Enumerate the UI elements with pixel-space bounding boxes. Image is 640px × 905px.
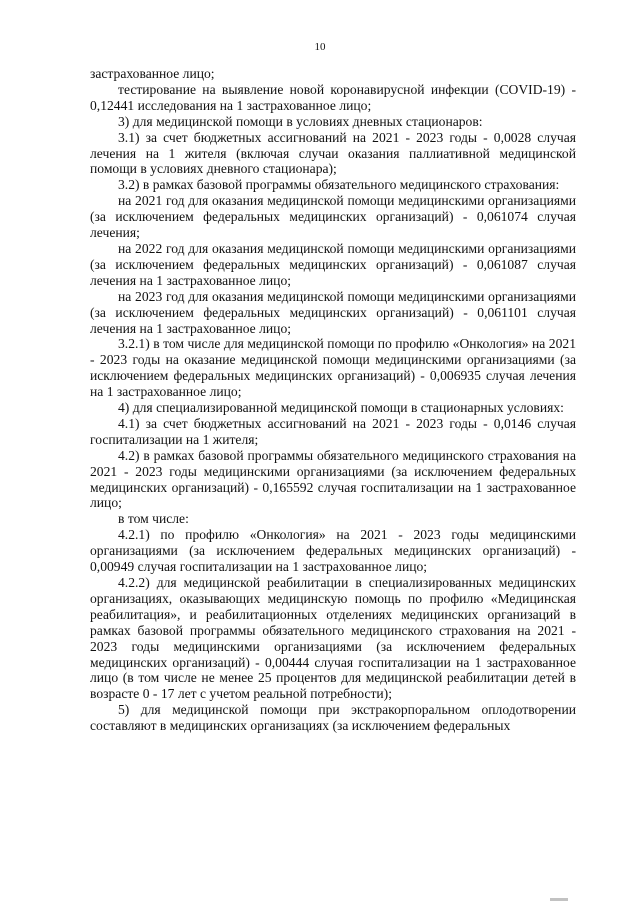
paragraph: 3.2) в рамках базовой программы обязательного медицинского страхования: (118, 177, 560, 193)
paragraph: 4.2.2) для медицинской реабилитации в специализированных медицинских организациях, оказывающих медицинскую помощь по профилю «Медицинская реабилитация», и реабилитационных отделениях медицинских организаций в рамках базовой программы обязательного медицинского страхования на 2021 - 2023 годы медицинскими организациями (за исключением федеральных медицинских организаций) - 0,00444 случая госпитализации на 1 застрахованное лицо (в том числе не менее 25 процентов для медицинской реабилитации детей в возрасте 0 - 17 лет с учетом реальной потребности); (90, 575, 576, 702)
paragraph: в том числе: (118, 511, 189, 527)
document-body (90, 66, 576, 734)
paragraph: 3.2.1) в том числе для медицинской помощи по профилю «Онкология» на 2021 - 2023 годы на оказание медицинской помощи медицинскими организациями (за исключением федеральных медицинских организаций) - 0,006935 случая лечения на 1 застрахованное лицо; (90, 336, 576, 400)
paragraph: на 2022 год для оказания медицинской помощи медицинскими организациями (за исключением федеральных медицинских организаций) - 0,061087 случая лечения на 1 застрахованное лицо; (90, 240, 576, 288)
paragraph: 5) для медицинской помощи при экстракорпоральном оплодотворении составляют в медицинских организациях (за исключением федеральных (90, 702, 576, 734)
paragraph: 3.1) за счет бюджетных ассигнований на 2021 - 2023 годы - 0,0028 случая лечения на 1 жителя (включая случаи оказания паллиативной медицинской помощи в условиях дневного стационара); (90, 129, 576, 177)
paragraph: на 2021 год для оказания медицинской помощи медицинскими организациями (за исключением федеральных медицинских организаций) - 0,061074 случая лечения; (90, 193, 576, 241)
paragraph: на 2023 год для оказания медицинской помощи медицинскими организациями (за исключением федеральных медицинских организаций) - 0,061101 случая лечения на 1 застрахованное лицо; (90, 288, 576, 336)
paragraph: 4.2.1) по профилю «Онкология» на 2021 - 2023 годы медицинскими организациями (за исключением федеральных медицинских организаций) - 0,00949 случая госпитализации на 1 застрахованное лицо; (90, 527, 576, 575)
paragraph: застрахованное лицо; (90, 66, 215, 81)
page-number: 10 (314, 41, 326, 53)
scan-artifact (550, 898, 568, 901)
paragraph: 4.2) в рамках базовой программы обязательного медицинского страхования на 2021 - 2023 годы медицинскими организациями (за исключением федеральных медицинских организаций) - 0,165592 случая госпитализации на 1 застрахованное лицо; (90, 447, 576, 511)
paragraph: 4.1) за счет бюджетных ассигнований на 2021 - 2023 годы - 0,0146 случая госпитализации на 1 жителя; (90, 415, 576, 447)
paragraph: 4) для специализированной медицинской помощи в стационарных условиях: (118, 400, 564, 416)
paragraph: тестирование на выявление новой коронавирусной инфекции (COVID-19) - 0,12441 исследования на 1 застрахованное лицо; (90, 81, 576, 113)
paragraph: 3) для медицинской помощи в условиях дневных стационаров: (118, 113, 483, 129)
